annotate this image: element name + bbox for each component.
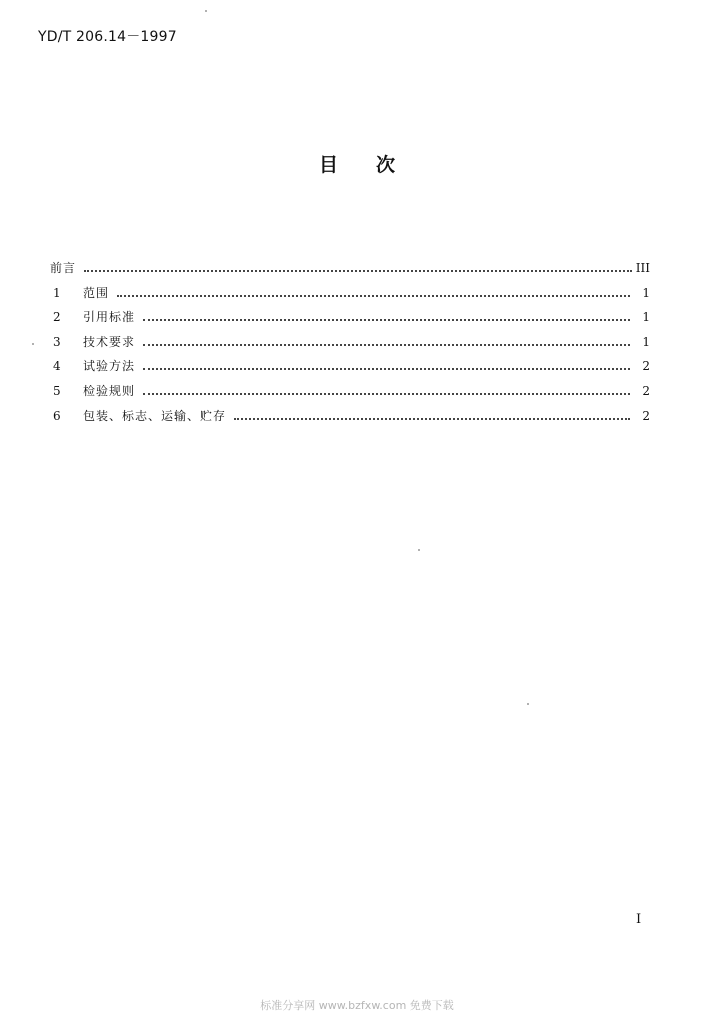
toc-page-number: 2 <box>642 383 650 398</box>
toc-leader-dots <box>117 295 630 297</box>
toc-row-1[interactable] <box>50 284 650 309</box>
toc-row-foreword[interactable] <box>50 259 650 284</box>
page-title: 目 次 <box>318 154 395 176</box>
toc-leader-dots <box>234 418 630 420</box>
watermark: 标准分享网 www.bzfxw.com 免费下载 <box>260 999 454 1012</box>
toc-label: 检验规则 <box>83 383 136 398</box>
toc-label: 试验方法 <box>83 359 136 374</box>
table-of-contents <box>50 259 650 431</box>
scan-speck <box>418 549 420 551</box>
toc-leader-dots <box>143 344 630 346</box>
page-number: I <box>636 912 642 927</box>
toc-section-number: 3 <box>53 334 61 349</box>
toc-page-number: 1 <box>642 285 650 300</box>
toc-leader-dots <box>84 270 632 272</box>
toc-row-3[interactable] <box>50 333 650 358</box>
toc-row-2[interactable] <box>50 308 650 333</box>
toc-page-number: 2 <box>642 408 650 423</box>
toc-section-number: 2 <box>53 310 61 325</box>
document-code: YD/T 206.14－1997 <box>38 29 177 45</box>
toc-label: 前言 <box>50 261 77 275</box>
scan-speck <box>527 703 529 705</box>
toc-section-number: 4 <box>53 359 61 374</box>
toc-page-number: 1 <box>642 310 650 325</box>
toc-section-number: 5 <box>53 383 61 398</box>
toc-label: 包装、标志、运输、贮存 <box>83 408 227 423</box>
toc-leader-dots <box>143 393 630 395</box>
toc-page-number: 2 <box>642 359 650 374</box>
toc-row-4[interactable] <box>50 357 650 382</box>
toc-label: 技术要求 <box>83 334 136 349</box>
toc-row-6[interactable] <box>50 407 650 432</box>
toc-page-number: 1 <box>642 334 650 349</box>
toc-section-number: 1 <box>53 285 61 300</box>
toc-label: 范围 <box>83 285 110 300</box>
toc-leader-dots <box>143 319 630 321</box>
scan-speck <box>32 343 34 345</box>
scan-speck <box>205 10 207 12</box>
toc-row-5[interactable] <box>50 382 650 407</box>
toc-section-number: 6 <box>53 408 61 423</box>
toc-page-number: III <box>635 261 650 275</box>
toc-label: 引用标准 <box>83 310 136 325</box>
toc-leader-dots <box>143 368 630 370</box>
